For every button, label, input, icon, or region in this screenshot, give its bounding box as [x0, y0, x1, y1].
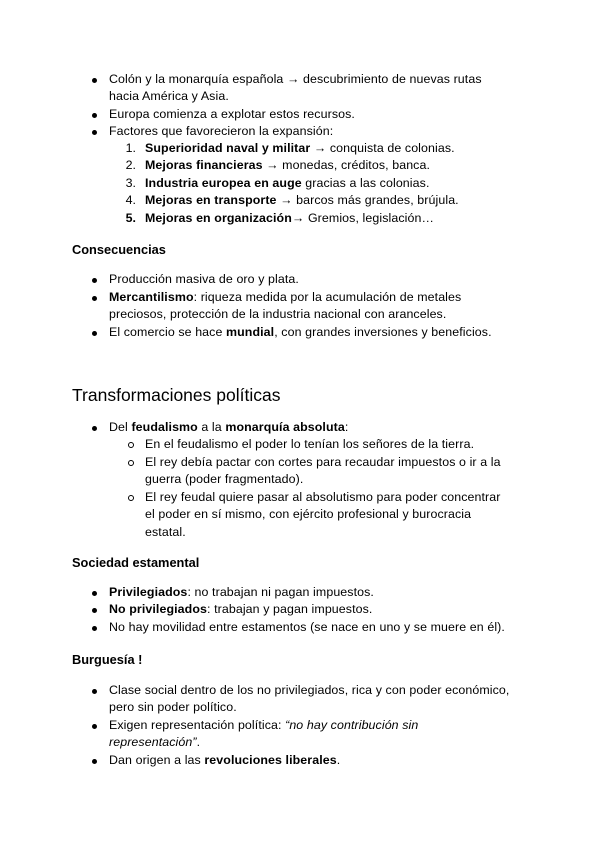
bullet-icon [92, 608, 97, 613]
list-item [109, 289, 461, 306]
bullet-icon [92, 724, 97, 729]
bold-text: Mejoras financieras [145, 158, 263, 172]
list-item [109, 324, 492, 341]
list-item [109, 752, 340, 769]
list-item-continuation: pero sin poder político. [109, 700, 237, 714]
sub-list-item: El rey debía pactar con cortes para recaudar impuestos o ir a la [145, 455, 501, 469]
list-number: 3. [125, 176, 136, 190]
italic-text: representación” [109, 735, 197, 749]
bold-text: revoluciones liberales [204, 753, 337, 767]
item-text: . [336, 753, 341, 767]
sub-list-item-continuation: el poder en sí mismo, con ejército profesional y burocracia [145, 507, 472, 521]
bold-text: Mejoras en transporte [145, 193, 277, 207]
item-text: Del [109, 420, 132, 434]
list-item [109, 419, 348, 436]
hollow-bullet-icon [128, 460, 134, 466]
numbered-item [145, 140, 455, 157]
sub-list-item-continuation: estatal. [145, 525, 186, 539]
item-text: : riqueza medida por la acumulación de metales [193, 290, 462, 304]
bold-text: Mejoras en organización [145, 211, 292, 225]
item-text: Dan origen a las [109, 753, 205, 767]
hollow-bullet-icon [128, 442, 134, 448]
item-text: : trabajan y pagan impuestos. [207, 602, 373, 616]
item-text: → conquista de colonias. [310, 141, 455, 155]
list-item: Producción masiva de oro y plata. [109, 272, 299, 286]
item-text: → barcos más grandes, brújula. [276, 193, 459, 207]
item-text: , con grandes inversiones y beneficios. [274, 325, 492, 339]
list-item-continuation: preciosos, protección de la industria nacional con aranceles. [109, 307, 447, 321]
sub-list-item: En el feudalismo el poder lo tenían los señores de la tierra. [145, 437, 475, 451]
bullet-icon [92, 296, 97, 301]
numbered-item [145, 157, 430, 174]
sub-list-item-continuation: guerra (poder fragmentado). [145, 472, 304, 486]
section-heading: Consecuencias [72, 242, 166, 257]
bold-text: No privilegiados [109, 602, 207, 616]
section-heading: Burguesía ! [72, 652, 143, 667]
bullet-icon [92, 331, 97, 336]
list-item: Clase social dentro de los no privilegiados, rica y con poder económico, [109, 683, 510, 697]
item-text: → Gremios, legislación… [291, 211, 434, 225]
list-item: No hay movilidad entre estamentos (se nace en uno y se muere en él). [109, 620, 505, 634]
list-number: 1. [125, 141, 136, 155]
item-text: gracias a las colonias. [301, 176, 430, 190]
bold-text: monarquía absoluta [225, 420, 345, 434]
item-text: a la [197, 420, 226, 434]
bold-text: Industria europea en auge [145, 176, 302, 190]
bold-text: mundial [226, 325, 275, 339]
bold-text: Mercantilismo [109, 290, 194, 304]
bullet-icon [92, 113, 97, 118]
item-text: Exigen representación política: [109, 718, 286, 732]
bullet-icon [92, 591, 97, 596]
bullet-icon [92, 626, 97, 631]
list-number: 4. [125, 193, 136, 207]
bold-text: feudalismo [131, 420, 198, 434]
numbered-item [145, 175, 429, 192]
italic-text: “no hay contribución sin [285, 718, 419, 732]
sub-list-item: El rey feudal quiere pasar al absolutismo para poder concentrar [145, 490, 501, 504]
numbered-item [145, 192, 459, 209]
bullet-icon [92, 689, 97, 694]
list-item: Europa comienza a explotar estos recursos. [109, 107, 355, 121]
item-text: . [196, 735, 201, 749]
list-item-continuation: hacia América y Asia. [109, 89, 229, 103]
item-text: : [344, 420, 349, 434]
list-item [109, 717, 418, 734]
list-item [109, 584, 374, 601]
section-title: Transformaciones políticas [72, 385, 281, 405]
bullet-icon [92, 759, 97, 764]
list-item [109, 601, 372, 618]
numbered-item [145, 210, 434, 227]
bold-text: Superioridad naval y militar [145, 141, 311, 155]
bold-text: Privilegiados [109, 585, 188, 599]
list-item: Factores que favorecieron la expansión: [109, 124, 334, 138]
bullet-icon [92, 426, 97, 431]
hollow-bullet-icon [128, 495, 134, 501]
item-text: : no trabajan ni pagan impuestos. [187, 585, 374, 599]
list-number: 5. [125, 211, 136, 225]
bullet-icon [92, 78, 97, 83]
list-number: 2. [125, 158, 136, 172]
list-item-continuation [109, 734, 200, 751]
bullet-icon [92, 278, 97, 283]
item-text: → monedas, créditos, banca. [262, 158, 431, 172]
bullet-icon [92, 130, 97, 135]
section-heading: Sociedad estamental [72, 555, 200, 570]
item-text: El comercio se hace [109, 325, 227, 339]
list-item: Colón y la monarquía española → descubrimiento de nuevas rutas [109, 72, 482, 86]
